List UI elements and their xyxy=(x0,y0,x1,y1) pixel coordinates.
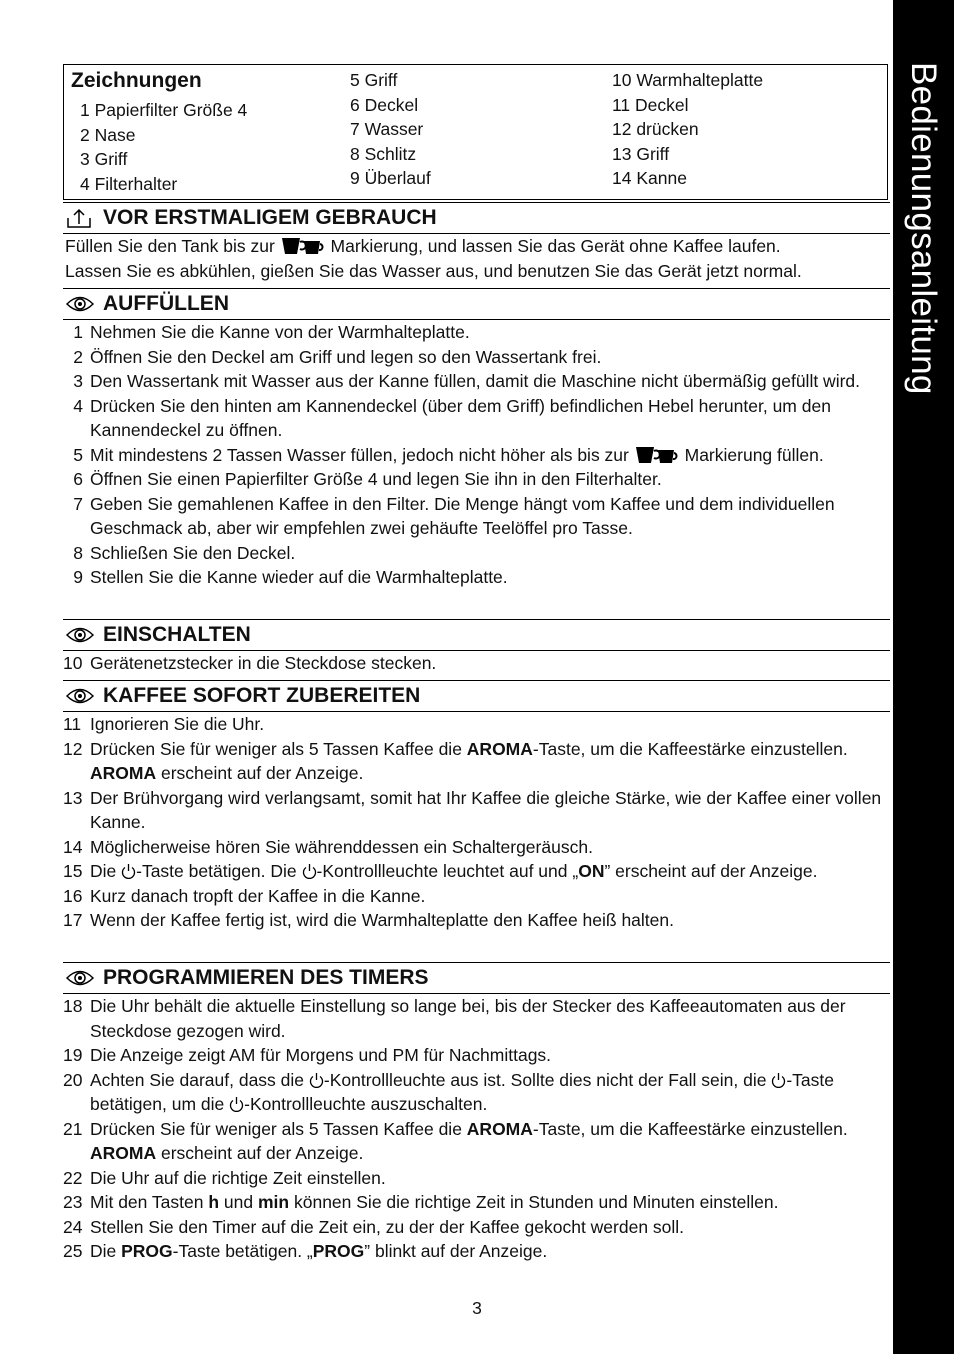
section-title: AUFFÜLLEN xyxy=(103,292,229,315)
list-item xyxy=(63,541,891,566)
list-item: 1 Papierfilter Größe 4 xyxy=(80,100,248,120)
drawings-box xyxy=(63,64,888,200)
power-icon xyxy=(121,862,136,879)
step-text: Drücken Sie für weniger als 5 Tassen Kaffee die xyxy=(90,738,467,759)
section-title: PROGRAMMIEREN DES TIMERS xyxy=(103,966,429,989)
text: Markierung, und lassen Sie das Gerät ohne Kaffee laufen. xyxy=(330,236,781,256)
step-number: 14 xyxy=(63,836,83,857)
text: Lassen Sie es abkühlen, gießen Sie das Wasser aus, und benutzen Sie das Gerät jetzt normal. xyxy=(65,260,802,281)
step-number: 25 xyxy=(63,1241,83,1261)
eye-icon xyxy=(65,686,95,706)
step-number: 1 xyxy=(73,322,83,342)
step-text: Markierung füllen. xyxy=(684,444,824,465)
list-item xyxy=(63,1215,891,1240)
list-item xyxy=(63,1043,891,1068)
bold-term: PROG xyxy=(312,1241,365,1261)
drawings-col-2 xyxy=(350,68,431,191)
step-number: 20 xyxy=(63,1069,83,1090)
list-item: 4 Filterhalter xyxy=(80,173,178,194)
list-item xyxy=(63,345,891,370)
step-text: -Taste betätigen. „ xyxy=(172,1241,313,1261)
list-item: 2 Nase xyxy=(80,124,136,145)
list-item: 5 Griff xyxy=(350,70,398,90)
list-item: 7 Wasser xyxy=(350,119,424,139)
step-number: 7 xyxy=(73,493,83,514)
list-item: 12 drücken xyxy=(612,119,699,139)
bold-term: AROMA xyxy=(466,738,533,759)
step-text: Die Anzeige zeigt AM für Morgens und PM für Nachmittags. xyxy=(90,1045,552,1065)
eye-icon xyxy=(65,625,95,645)
step-text: -Kontrollleuchte auszuschalten. xyxy=(244,1094,488,1114)
switch-on-steps xyxy=(63,651,891,676)
section-title: VOR ERSTMALIGEM GEBRAUCH xyxy=(103,206,437,229)
step-text: Kurz danach tropft der Kaffee in die Kanne. xyxy=(90,885,426,906)
sidebar-tab xyxy=(893,0,954,1354)
list-item xyxy=(63,443,891,468)
section-title: EINSCHALTEN xyxy=(103,623,251,646)
step-text: Schließen Sie den Deckel. xyxy=(90,542,296,563)
list-item xyxy=(63,786,891,835)
step-text: Ignorieren Sie die Uhr. xyxy=(90,714,265,734)
step-text: Wenn der Kaffee fertig ist, wird die Warmhalteplatte den Kaffee heiß halten. xyxy=(90,910,674,930)
list-item: 11 Deckel xyxy=(612,94,689,115)
step-text: -Kontrollleuchte leuchtet auf und „ xyxy=(316,861,579,881)
drawings-col-1 xyxy=(80,98,247,196)
list-item xyxy=(63,712,891,737)
list-item: 9 Überlauf xyxy=(350,168,431,188)
box-with-arrow-icon xyxy=(65,208,95,228)
bold-term: h xyxy=(208,1192,220,1212)
drawings-col-3 xyxy=(612,68,763,191)
eye-icon xyxy=(65,968,95,988)
step-number: 8 xyxy=(73,542,83,563)
list-item xyxy=(63,565,891,590)
brew-now-steps xyxy=(63,712,891,933)
step-text: Geben Sie gemahlenen Kaffee in den Filter. Die Menge hängt vom Kaffee und dem individuellen Geschmack ab, aber wir empfehlen zwei gehäufte Teelöffel pro Tasse. xyxy=(90,493,835,538)
step-text: Stellen Sie den Timer auf die Zeit ein, zu der der Kaffee gekocht werden soll. xyxy=(90,1216,685,1237)
step-text: Die Uhr behält die aktuelle Einstellung so lange bei, bis der Stecker des Kaffeeautomaten aus der Steckdose gezogen wird. xyxy=(90,996,846,1041)
bold-term: PROG xyxy=(121,1241,173,1261)
step-text: Achten Sie darauf, dass die xyxy=(90,1069,309,1090)
step-text: Die xyxy=(90,861,122,881)
step-text: Der Brühvorgang wird verlangsamt, somit hat Ihr Kaffee die gleiche Stärke, wie der Kaffee einer vollen Kanne. xyxy=(90,787,882,832)
step-text: können Sie die richtige Zeit in Stunden und Minuten einstellen. xyxy=(289,1192,779,1212)
step-number: 4 xyxy=(73,395,83,416)
list-item: 13 Griff xyxy=(612,143,670,164)
eye-icon xyxy=(65,294,95,314)
step-text: -Taste betätigen. Die xyxy=(136,861,302,881)
sidebar-label: Bedienungsanleitung xyxy=(904,62,943,395)
section-header-first-use xyxy=(63,202,890,234)
step-text: Möglicherweise hören Sie währenddessen ein Schaltergeräusch. xyxy=(90,836,593,857)
bold-term: AROMA xyxy=(466,1118,533,1139)
step-text: Mit mindestens 2 Tassen Wasser füllen, jedoch nicht höher als bis zur xyxy=(90,444,629,465)
power-icon xyxy=(302,862,317,879)
step-text: ” blinkt auf der Anzeige. xyxy=(364,1241,548,1261)
cups-icon xyxy=(634,446,680,464)
drawings-title: Zeichnungen xyxy=(71,69,202,92)
step-number: 19 xyxy=(63,1045,83,1065)
step-text: Mit den Tasten xyxy=(90,1192,209,1212)
power-icon xyxy=(229,1095,244,1112)
section-header-brew-now xyxy=(63,680,890,712)
bold-term: min xyxy=(258,1192,290,1212)
step-number: 5 xyxy=(73,444,83,465)
list-item: 3 Griff xyxy=(80,149,128,169)
step-text: -Taste, um die Kaffeestärke einzustellen. xyxy=(532,738,848,759)
list-item xyxy=(63,737,891,786)
list-item xyxy=(63,1190,891,1215)
list-item: 6 Deckel xyxy=(350,94,419,115)
list-item: 14 Kanne xyxy=(612,168,687,188)
list-item xyxy=(63,394,891,443)
list-item xyxy=(63,994,891,1043)
list-item xyxy=(63,369,891,394)
step-number: 3 xyxy=(73,371,83,391)
step-text: Den Wassertank mit Wasser aus der Kanne füllen, damit die Maschine nicht übermäßig gefüllt wird. xyxy=(90,371,861,391)
list-item xyxy=(63,492,891,541)
step-text: erscheint auf der Anzeige. xyxy=(156,763,364,783)
section-header-timer xyxy=(63,962,890,994)
cups-icon xyxy=(280,237,326,255)
list-item xyxy=(63,467,891,492)
step-text: ” erscheint auf der Anzeige. xyxy=(604,861,818,881)
list-item xyxy=(63,320,891,345)
step-number: 17 xyxy=(63,910,83,930)
step-number: 13 xyxy=(63,787,83,808)
step-text: -Kontrollleuchte aus ist. Sollte dies nicht der Fall sein, die xyxy=(323,1069,772,1090)
step-text: Nehmen Sie die Kanne von der Warmhalteplatte. xyxy=(90,322,470,342)
step-number: 12 xyxy=(63,738,83,759)
step-number: 22 xyxy=(63,1167,83,1188)
step-number: 21 xyxy=(63,1118,83,1139)
power-icon xyxy=(309,1071,324,1088)
first-use-text xyxy=(65,234,891,283)
step-text: Drücken Sie den hinten am Kannendeckel (über dem Griff) befindlichen Hebel herunter, um den Kannendeckel zu öffnen. xyxy=(90,395,831,440)
list-item xyxy=(63,884,891,909)
step-number: 2 xyxy=(73,346,83,367)
list-item xyxy=(63,1117,891,1166)
step-number: 15 xyxy=(63,861,83,881)
list-item xyxy=(63,1166,891,1191)
section-title: KAFFEE SOFORT ZUBEREITEN xyxy=(103,684,421,707)
bold-term: AROMA xyxy=(90,1143,157,1163)
list-item xyxy=(63,651,891,676)
step-text: Öffnen Sie den Deckel am Griff und legen so den Wassertank frei. xyxy=(90,346,602,367)
step-number: 9 xyxy=(73,567,83,587)
list-item xyxy=(63,835,891,860)
bold-term: ON xyxy=(578,861,605,881)
list-item xyxy=(63,1068,891,1117)
list-item xyxy=(63,908,891,933)
step-text: Die xyxy=(90,1241,122,1261)
step-text: -Taste betätigen, um die xyxy=(90,1069,834,1114)
step-text: und xyxy=(219,1192,258,1212)
step-text: Drücken Sie für weniger als 5 Tassen Kaffee die xyxy=(90,1118,467,1139)
list-item: 10 Warmhalteplatte xyxy=(612,70,764,90)
step-text: Gerätenetzstecker in die Steckdose stecken. xyxy=(90,653,437,673)
step-number: 10 xyxy=(63,653,83,673)
section-header-switch-on xyxy=(63,619,890,651)
page-number: 3 xyxy=(472,1298,482,1318)
step-number: 6 xyxy=(73,469,83,489)
fill-steps xyxy=(63,320,891,590)
list-item: 8 Schlitz xyxy=(350,143,417,164)
step-text: -Taste, um die Kaffeestärke einzustellen. xyxy=(532,1118,848,1139)
step-number: 16 xyxy=(63,885,83,906)
step-text: Öffnen Sie einen Papierfilter Größe 4 und legen Sie ihn in den Filterhalter. xyxy=(90,469,662,489)
list-item xyxy=(63,859,891,884)
step-number: 11 xyxy=(63,714,82,734)
step-number: 18 xyxy=(63,996,83,1016)
step-text: erscheint auf der Anzeige. xyxy=(156,1143,364,1163)
timer-steps xyxy=(63,994,891,1264)
text: Füllen Sie den Tank bis zur xyxy=(65,236,275,256)
step-text: Die Uhr auf die richtige Zeit einstellen. xyxy=(90,1167,386,1188)
section-header-fill xyxy=(63,288,890,320)
bold-term: AROMA xyxy=(90,763,157,783)
power-icon xyxy=(771,1071,786,1088)
step-number: 23 xyxy=(63,1192,83,1212)
step-number: 24 xyxy=(63,1216,83,1237)
step-text: Stellen Sie die Kanne wieder auf die Warmhalteplatte. xyxy=(90,567,508,587)
list-item xyxy=(63,1239,891,1264)
